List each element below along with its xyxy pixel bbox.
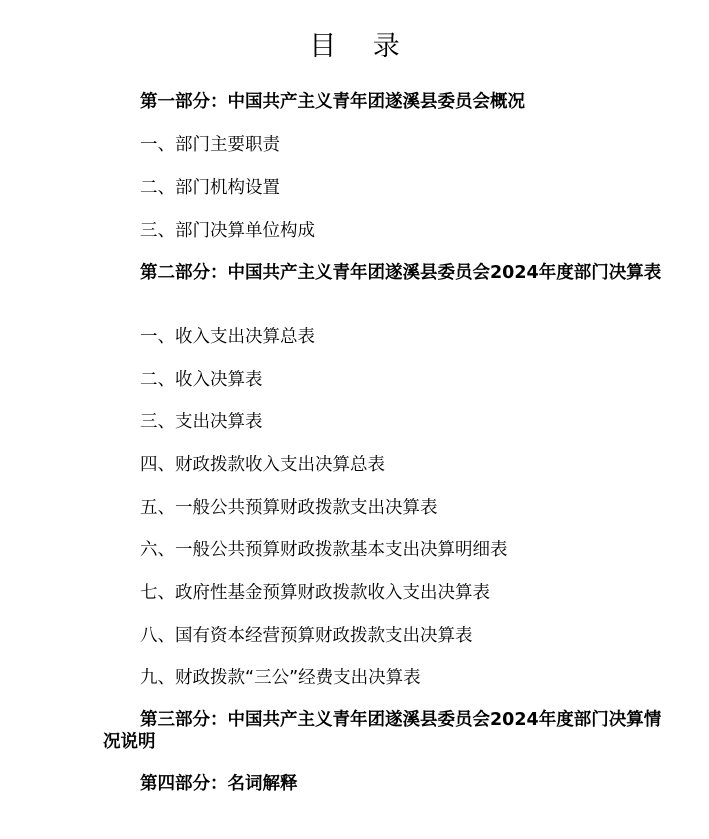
toc-part-2-item-6[interactable]: 六、一般公共预算财政拨款基本支出决算明细表 bbox=[140, 540, 508, 560]
toc-part-2-item-4[interactable]: 四、财政拨款收入支出决算总表 bbox=[140, 455, 385, 475]
toc-part-1-heading[interactable]: 第一部分：中国共产主义青年团遂溪县委员会概况 bbox=[140, 92, 525, 112]
toc-part-2-item-2[interactable]: 二、收入决算表 bbox=[140, 370, 263, 390]
toc-part-1-item-2[interactable]: 二、部门机构设置 bbox=[140, 178, 280, 198]
toc-part-2-item-1[interactable]: 一、收入支出决算总表 bbox=[140, 327, 315, 347]
toc-part-2-item-8[interactable]: 八、国有资本经营预算财政拨款支出决算表 bbox=[140, 626, 473, 646]
toc-part-3-heading[interactable]: 第三部分：中国共产主义青年团遂溪县委员会2024年度部门决算情况说明 bbox=[103, 710, 662, 752]
page-title: 目 录 bbox=[309, 31, 414, 62]
toc-part-1-item-1[interactable]: 一、部门主要职责 bbox=[140, 135, 280, 155]
toc-part-2-item-9[interactable]: 九、财政拨款“三公”经费支出决算表 bbox=[140, 668, 421, 688]
toc-part-2-item-3[interactable]: 三、支出决算表 bbox=[140, 412, 263, 432]
toc-part-1-item-3[interactable]: 三、部门决算单位构成 bbox=[140, 221, 315, 241]
toc-part-4-heading[interactable]: 第四部分：名词解释 bbox=[140, 774, 298, 794]
toc-part-2-item-5[interactable]: 五、一般公共预算财政拨款支出决算表 bbox=[140, 498, 438, 518]
toc-part-2-heading[interactable]: 第二部分：中国共产主义青年团遂溪县委员会2024年度部门决算表 bbox=[140, 263, 662, 283]
toc-part-2-item-7[interactable]: 七、政府性基金预算财政拨款收入支出决算表 bbox=[140, 583, 490, 603]
